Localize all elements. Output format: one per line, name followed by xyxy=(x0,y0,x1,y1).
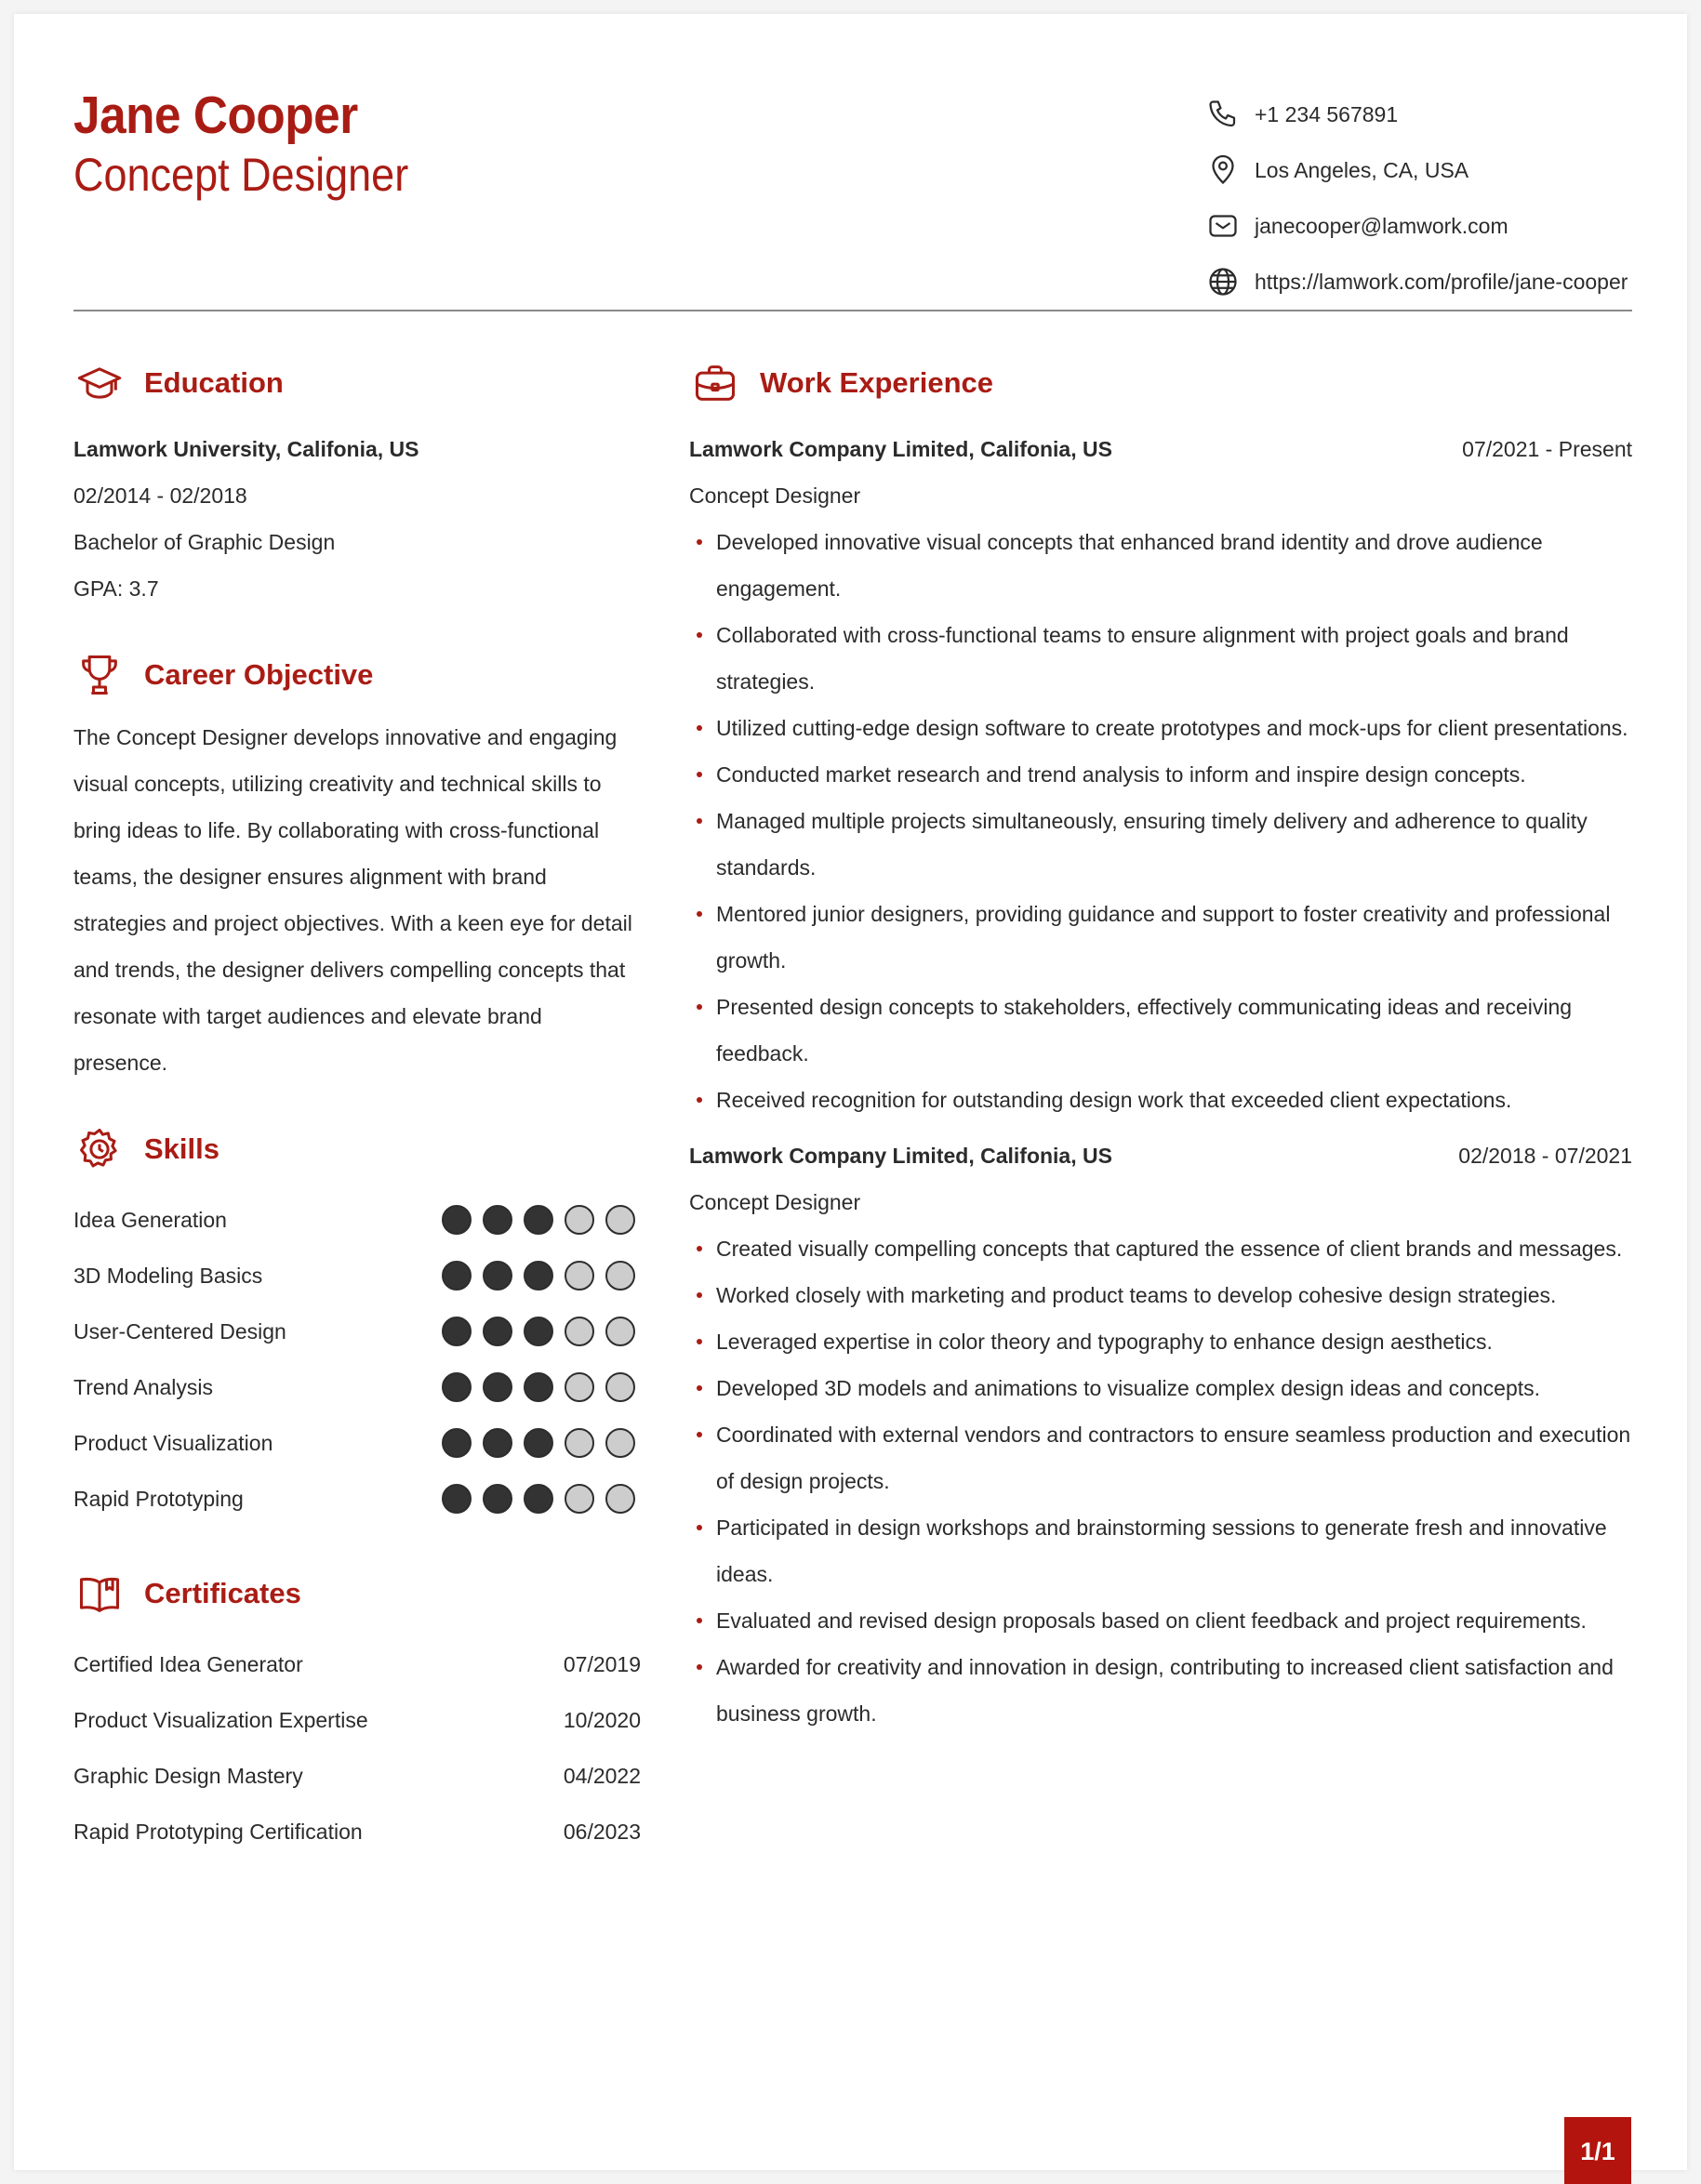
trophy-icon xyxy=(73,649,126,701)
education-heading xyxy=(73,353,641,413)
certificate-list xyxy=(73,1636,641,1860)
skills-heading xyxy=(73,1119,641,1179)
certificate-date: 10/2020 xyxy=(563,1707,641,1732)
candidate-name: Jane Cooper xyxy=(73,86,358,145)
skill-row xyxy=(73,1304,641,1359)
section-title: Skills xyxy=(144,1132,219,1165)
rating-dot-filled xyxy=(524,1428,553,1458)
contact-email-text[interactable]: janecooper@lamwork.com xyxy=(1255,213,1508,238)
rating-dot-empty xyxy=(605,1317,635,1346)
contact-website-text[interactable]: https://lamwork.com/profile/jane-cooper xyxy=(1255,269,1628,294)
job-company: Lamwork Company Limited, Califonia, US xyxy=(689,436,1112,461)
job-header xyxy=(689,1132,1632,1179)
rating-dot-filled xyxy=(442,1484,472,1514)
skill-row xyxy=(73,1359,641,1415)
job-dates: 02/2018 - 07/2021 xyxy=(1458,1143,1632,1168)
skill-row xyxy=(73,1471,641,1527)
contact-location-text: Los Angeles, CA, USA xyxy=(1255,157,1469,182)
job-bullet: Conducted market research and trend analysis to inform and inspire design concepts. xyxy=(689,751,1632,798)
rating-dot-filled xyxy=(524,1317,553,1346)
certificate-name: Rapid Prototyping Certification xyxy=(73,1819,363,1844)
certificate-name: Product Visualization Expertise xyxy=(73,1707,368,1732)
mail-icon xyxy=(1204,207,1242,245)
rating-dot-filled xyxy=(483,1484,512,1514)
job-bullet: Worked closely with marketing and product teams to develop cohesive design strategies. xyxy=(689,1272,1632,1318)
skill-name: Rapid Prototyping xyxy=(73,1486,244,1511)
certificate-row xyxy=(73,1692,641,1748)
job-role: Concept Designer xyxy=(689,1190,861,1214)
job-bullet: Managed multiple projects simultaneously, ensuring timely delivery and adherence to quality standards. xyxy=(689,798,1632,891)
job-company: Lamwork Company Limited, Califonia, US xyxy=(689,1143,1112,1168)
job-bullet: Presented design concepts to stakeholders, effectively communicating ideas and receiving feedback. xyxy=(689,984,1632,1077)
certificate-date: 06/2023 xyxy=(563,1819,641,1844)
job-bullet: Collaborated with cross-functional teams to ensure alignment with project goals and brand strategies. xyxy=(689,612,1632,705)
contact-email[interactable] xyxy=(1204,198,1632,254)
skills-list xyxy=(73,1192,641,1527)
skill-rating xyxy=(442,1317,641,1346)
certificate-row xyxy=(73,1636,641,1692)
skill-name: Idea Generation xyxy=(73,1207,227,1232)
job-bullet: Received recognition for outstanding design work that exceeded client expectations. xyxy=(689,1077,1632,1123)
contact-location xyxy=(1204,142,1632,198)
skill-rating xyxy=(442,1261,641,1291)
skill-row xyxy=(73,1248,641,1304)
section-title: Work Experience xyxy=(760,366,993,399)
rating-dot-empty xyxy=(605,1205,635,1235)
job-bullet: Developed innovative visual concepts that enhanced brand identity and drove audience engagement. xyxy=(689,519,1632,612)
rating-dot-empty xyxy=(605,1372,635,1402)
rating-dot-filled xyxy=(483,1205,512,1235)
career-objective-text: The Concept Designer develops innovative and engaging visual concepts, utilizing creativity and technical skills to bring ideas to life. By collaborating with cross-functional teams, the designer ensures alignment with brand strategies and project objectives. With a keen eye for detail and trends, the designer delivers compelling concepts that resonate with target audiences and elevate brand presence. xyxy=(73,725,632,1075)
rating-dot-filled xyxy=(442,1428,472,1458)
rating-dot-empty xyxy=(565,1261,594,1291)
section-title: Certificates xyxy=(144,1577,301,1609)
job-bullet: Leveraged expertise in color theory and typography to enhance design aesthetics. xyxy=(689,1318,1632,1365)
candidate-title: Concept Designer xyxy=(73,149,409,201)
skill-rating xyxy=(442,1372,641,1402)
job-bullets xyxy=(689,519,1632,1123)
certificate-date: 04/2022 xyxy=(563,1763,641,1788)
phone-icon xyxy=(1204,96,1242,133)
job-bullet: Developed 3D models and animations to visualize complex design ideas and concepts. xyxy=(689,1365,1632,1411)
rating-dot-filled xyxy=(524,1205,553,1235)
rating-dot-filled xyxy=(483,1261,512,1291)
job-bullet: Awarded for creativity and innovation in design, contributing to increased client satisfaction and business growth. xyxy=(689,1644,1632,1737)
career-objective-heading xyxy=(73,645,641,705)
skill-rating xyxy=(442,1428,641,1458)
education-section xyxy=(73,353,641,612)
job-bullet: Utilized cutting-edge design software to create prototypes and mock-ups for client presentations. xyxy=(689,705,1632,751)
rating-dot-filled xyxy=(483,1317,512,1346)
job-bullet: Created visually compelling concepts that captured the essence of client brands and messages. xyxy=(689,1225,1632,1272)
job-bullet: Coordinated with external vendors and contractors to ensure seamless production and execution of design projects. xyxy=(689,1411,1632,1504)
education-degree: Bachelor of Graphic Design xyxy=(73,530,336,554)
rating-dot-filled xyxy=(442,1205,472,1235)
education-gpa: GPA: 3.7 xyxy=(73,576,159,601)
rating-dot-empty xyxy=(605,1261,635,1291)
job-bullet: Evaluated and revised design proposals based on client feedback and project requirements. xyxy=(689,1597,1632,1644)
page-indicator: 1/1 xyxy=(1564,2117,1631,2184)
skill-row xyxy=(73,1192,641,1248)
job-bullets xyxy=(689,1225,1632,1737)
skill-name: User-Centered Design xyxy=(73,1318,286,1343)
rating-dot-empty xyxy=(565,1428,594,1458)
skill-row xyxy=(73,1415,641,1471)
briefcase-icon xyxy=(689,357,741,409)
rating-dot-empty xyxy=(565,1484,594,1514)
right-column xyxy=(689,353,1632,1746)
skills-section xyxy=(73,1119,641,1527)
job-dates: 07/2021 - Present xyxy=(1462,436,1632,461)
job-entry xyxy=(689,426,1632,1123)
rating-dot-empty xyxy=(565,1372,594,1402)
gear-icon xyxy=(73,1123,126,1175)
job-list xyxy=(689,426,1632,1737)
rating-dot-empty xyxy=(605,1484,635,1514)
rating-dot-filled xyxy=(524,1484,553,1514)
education-school: Lamwork University, Califonia, US xyxy=(73,437,419,461)
job-bullet: Participated in design workshops and brainstorming sessions to generate fresh and innovative ideas. xyxy=(689,1504,1632,1597)
certificates-section xyxy=(73,1564,641,1860)
work-experience-heading xyxy=(689,353,1632,413)
skill-rating xyxy=(442,1484,641,1514)
section-title: Career Objective xyxy=(144,658,374,691)
certificate-date: 07/2019 xyxy=(563,1651,641,1676)
contact-list xyxy=(1204,86,1632,310)
job-entry xyxy=(689,1132,1632,1737)
certificate-row xyxy=(73,1748,641,1804)
contact-phone-text: +1 234 567891 xyxy=(1255,101,1399,126)
certificates-heading xyxy=(73,1564,641,1623)
header-divider xyxy=(73,310,1632,311)
rating-dot-empty xyxy=(605,1428,635,1458)
rating-dot-empty xyxy=(565,1317,594,1346)
rating-dot-filled xyxy=(524,1372,553,1402)
skill-name: 3D Modeling Basics xyxy=(73,1263,263,1288)
education-dates: 02/2014 - 02/2018 xyxy=(73,483,247,508)
resume-header xyxy=(73,66,1632,311)
rating-dot-filled xyxy=(442,1261,472,1291)
certificate-row xyxy=(73,1804,641,1860)
certificate-name: Certified Idea Generator xyxy=(73,1651,303,1676)
rating-dot-filled xyxy=(483,1428,512,1458)
location-pin-icon xyxy=(1204,152,1242,189)
certificate-name: Graphic Design Mastery xyxy=(73,1763,303,1788)
skill-name: Product Visualization xyxy=(73,1430,273,1455)
rating-dot-empty xyxy=(565,1205,594,1235)
rating-dot-filled xyxy=(442,1317,472,1346)
graduation-cap-icon xyxy=(73,357,126,409)
job-bullet: Mentored junior designers, providing guidance and support to foster creativity and professional growth. xyxy=(689,891,1632,984)
contact-website[interactable] xyxy=(1204,254,1632,310)
skill-name: Trend Analysis xyxy=(73,1374,213,1399)
resume-page xyxy=(14,14,1687,2170)
rating-dot-filled xyxy=(524,1261,553,1291)
book-icon xyxy=(73,1568,126,1620)
globe-icon xyxy=(1204,263,1242,300)
job-role: Concept Designer xyxy=(689,483,861,508)
job-header xyxy=(689,426,1632,472)
skill-rating xyxy=(442,1205,641,1235)
section-title: Education xyxy=(144,366,284,399)
career-objective-section xyxy=(73,645,641,1086)
left-column xyxy=(73,353,641,1860)
contact-phone xyxy=(1204,86,1632,142)
rating-dot-filled xyxy=(442,1372,472,1402)
rating-dot-filled xyxy=(483,1372,512,1402)
